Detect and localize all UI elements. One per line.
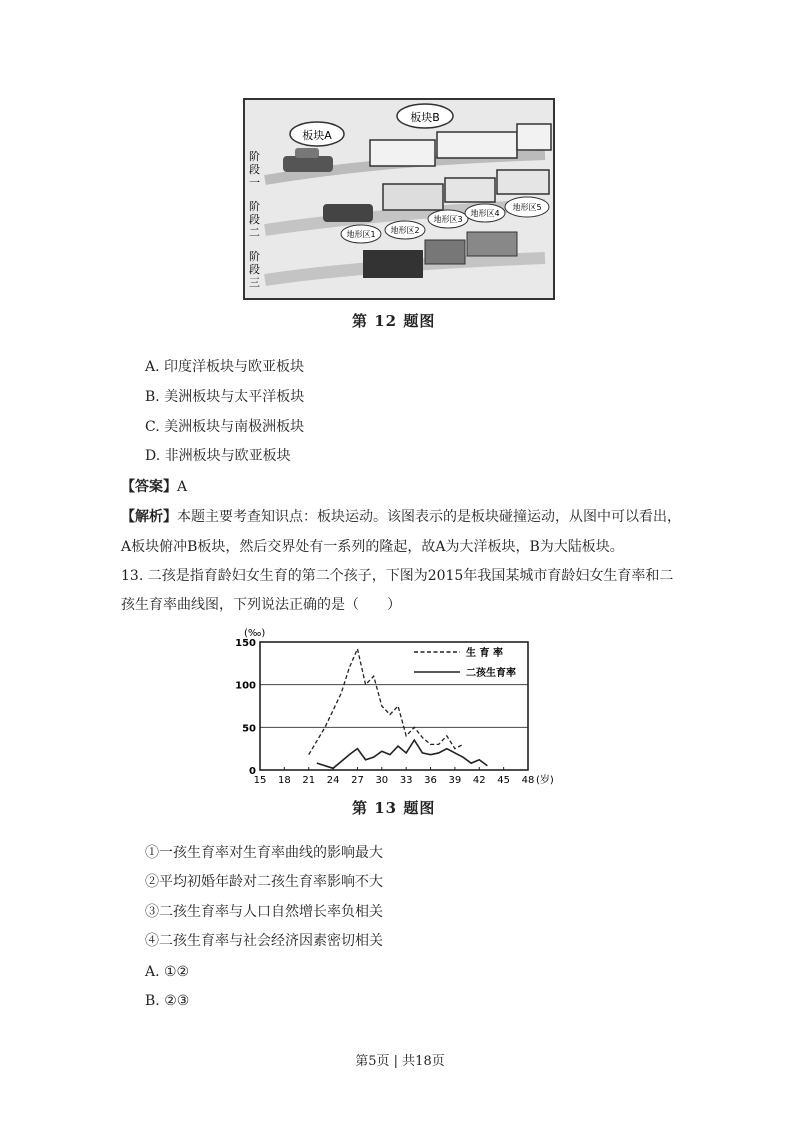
zone-2-label: 地形区2: [390, 226, 420, 235]
page-footer: 第5页 | 共18页: [355, 1054, 445, 1069]
chart-legend: [414, 646, 516, 679]
x-tick-label: 39: [448, 775, 462, 786]
answer-label: 【答案】: [121, 479, 177, 495]
series-line-1: [317, 740, 488, 768]
q13-option-a: A. ①②: [145, 964, 190, 980]
plate-b-label: 板块B: [410, 111, 440, 124]
chart-series: [309, 649, 488, 768]
zone-5-label: 地形区5: [512, 203, 542, 212]
q13-statement-4: ④二孩生育率与社会经济因素密切相关: [145, 933, 383, 949]
y-tick-label: 50: [242, 723, 256, 735]
q12-option-c: C. 美洲板块与南极洲板块: [145, 419, 305, 435]
x-tick-label: 30: [375, 775, 389, 786]
plate-collision-drawing: [245, 100, 553, 298]
x-tick-label: 27: [351, 775, 364, 786]
q12-answer: [121, 477, 187, 497]
q13-statement-2: ②平均初婚年龄对二孩生育率影响不大: [145, 874, 383, 890]
zone-1-label: 地形区1: [346, 230, 376, 239]
stage-2-vertical: 阶段二: [249, 200, 260, 239]
q13-option-b: B. ②③: [145, 993, 190, 1009]
fertility-rate-chart: [235, 620, 568, 795]
legend-label-1: 二孩生育率: [466, 668, 516, 679]
x-tick-label: 48: [521, 775, 535, 786]
y-tick-label: 100: [235, 680, 256, 692]
q13-stem-line-2: 孩生育率曲线图，下列说法正确的是（ ）: [121, 597, 401, 613]
y-tick-label: 150: [235, 638, 256, 649]
x-tick-label: 36: [424, 775, 437, 786]
stage-1-vertical: 阶段一: [249, 150, 260, 189]
x-tick-label: 18: [277, 775, 291, 786]
x-tick-label: 24: [326, 775, 340, 786]
stage-labels: [249, 150, 260, 289]
y-tick-label: 0: [249, 766, 256, 777]
q12-analysis-line-1: [121, 507, 681, 527]
x-tick-label: 42: [472, 775, 486, 786]
y-axis-unit-label: (‰): [244, 628, 266, 639]
q13-stem-line-1: 13. 二孩是指育龄妇女生育的第二个孩子，下图为2015年我国某城市育龄妇女生育率和二: [121, 568, 674, 584]
chart-grid: [260, 685, 528, 728]
q12-option-d: D. 非洲板块与欧亚板块: [145, 448, 291, 464]
zone-3-label: 地形区3: [433, 215, 463, 224]
legend-label-0: 生 育 率: [466, 648, 503, 659]
analysis-label: 【解析】: [121, 509, 177, 525]
figure-13-caption: 第 13 题图: [352, 799, 436, 817]
plate-a-label: 板块A: [302, 129, 332, 142]
x-tick-label: 45: [497, 775, 511, 786]
q12-analysis-line-2: A板块俯冲B板块，然后交界处有一系列的隆起，故A为大洋板块，B为大陆板块。: [121, 539, 624, 555]
q12-option-b: B. 美洲板块与太平洋板块: [145, 389, 305, 405]
analysis-text-1: 本题主要考查知识点：板块运动。该图表示的是板块碰撞运动，从图中可以看出，: [177, 509, 681, 525]
x-tick-label: 15: [253, 775, 267, 786]
q13-statement-3: ③二孩生育率与人口自然增长率负相关: [145, 904, 383, 920]
q12-option-a: A. 印度洋板块与欧亚板块: [145, 359, 305, 375]
x-tick-label: 21: [302, 775, 316, 786]
figure-12-caption: 第 12 题图: [352, 312, 436, 330]
chart-ticks: [235, 638, 534, 786]
q13-statement-1: ①一孩生育率对生育率曲线的影响最大: [145, 845, 383, 861]
x-tick-label: 33: [399, 775, 413, 786]
stage-3-vertical: 阶段三: [249, 250, 260, 289]
figure-12-illustration: [243, 98, 555, 300]
series-line-0: [309, 649, 463, 755]
zone-4-label: 地形区4: [470, 209, 500, 218]
answer-value: A: [177, 479, 188, 495]
x-axis-unit-label: (岁): [536, 775, 554, 786]
